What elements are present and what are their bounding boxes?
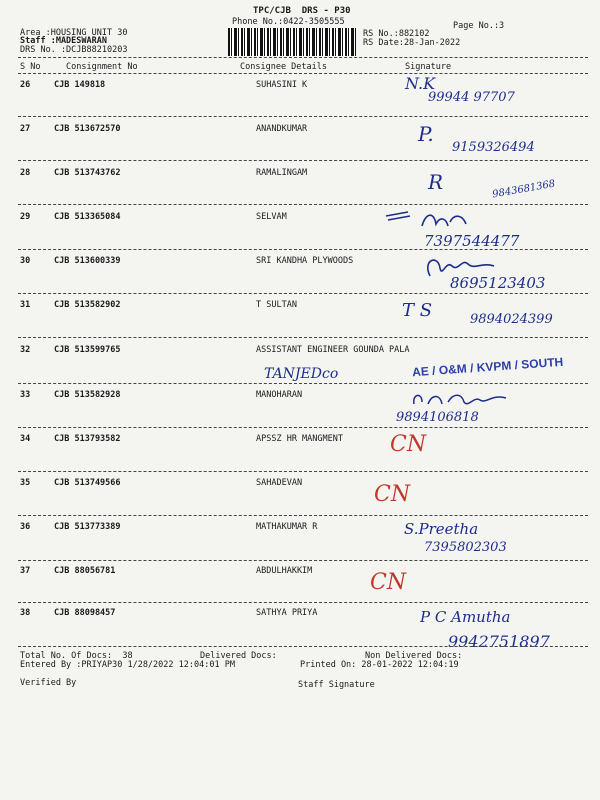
divider — [18, 204, 588, 205]
consignment-number: CJB 88098457 — [54, 608, 116, 618]
verified-by: Verified By — [20, 678, 77, 688]
consignee-name: SATHYA PRIYA — [256, 608, 318, 618]
consignment-number: CJB 513365084 — [54, 212, 121, 222]
office-stamp: AE / O&M / KVPM / SOUTH — [411, 354, 564, 380]
divider — [18, 73, 588, 74]
rs-date: RS Date:28-Jan-2022 — [363, 38, 461, 48]
row-number: 30 — [20, 256, 31, 266]
divider — [18, 383, 588, 384]
consignment-number: CJB 513793582 — [54, 434, 121, 444]
col-signature: Signature — [405, 62, 452, 72]
row-number: 26 — [20, 80, 31, 90]
table-row — [0, 566, 600, 606]
signature-phone: 9942751897 — [448, 632, 550, 651]
printed-on: Printed On: 28-01-2022 12:04:19 — [300, 660, 459, 670]
divider — [18, 646, 588, 647]
consignee-name: ABDULHAKKIM — [256, 566, 313, 576]
signature: N.K — [405, 74, 436, 93]
consignee-name: SAHADEVAN — [256, 478, 303, 488]
signature-scribble-icon — [410, 388, 510, 410]
consignee-name: SELVAM — [256, 212, 287, 222]
divider — [18, 293, 588, 294]
signature: S.Preetha — [404, 520, 479, 538]
consignment-number: CJB 149818 — [54, 80, 106, 90]
row-number: 35 — [20, 478, 31, 488]
row-number: 29 — [20, 212, 31, 222]
table-row — [0, 434, 600, 474]
table-row — [0, 390, 600, 430]
barcode — [228, 28, 356, 56]
consignment-number: CJB 513773389 — [54, 522, 121, 532]
phone-number: Phone No.:0422-3505555 — [232, 17, 345, 27]
consignment-number: CJB 513600339 — [54, 256, 121, 266]
row-number: 36 — [20, 522, 31, 532]
consignment-number: CJB 513749566 — [54, 478, 121, 488]
consignee-name: SRI KANDHA PLYWOODS — [256, 256, 354, 266]
signature: P C Amutha — [420, 608, 511, 626]
consignment-number: CJB 513582902 — [54, 300, 121, 310]
row-number: 33 — [20, 390, 31, 400]
divider — [18, 57, 588, 58]
signature-phone: 8695123403 — [450, 274, 546, 292]
consignee-name: ANANDKUMAR — [256, 124, 308, 134]
divider — [18, 249, 588, 250]
consignee-name: APSSZ HR MANGMENT — [256, 434, 343, 444]
signature-phone: 9894024399 — [470, 312, 553, 327]
consignee-name: SUHASINI K — [256, 80, 308, 90]
divider — [18, 515, 588, 516]
divider — [18, 160, 588, 161]
row-number: 34 — [20, 434, 31, 444]
consignee-name: RAMALINGAM — [256, 168, 308, 178]
col-consignee: Consignee Details — [240, 62, 327, 72]
signature: P. — [418, 122, 434, 146]
signature-scribble-icon — [384, 208, 474, 232]
non-delivered-docs: Non Delivered Docs: — [365, 651, 463, 661]
page-number: Page No.:3 — [453, 21, 505, 31]
divider — [18, 560, 588, 561]
handwritten-note: TANJEDco — [264, 366, 339, 382]
row-number: 27 — [20, 124, 31, 134]
divider — [18, 116, 588, 117]
divider — [18, 471, 588, 472]
col-consignment: Consignment No — [66, 62, 138, 72]
total-docs: Total No. Of Docs: 38 — [20, 651, 133, 661]
consignee-name: MATHAKUMAR R — [256, 522, 318, 532]
consignment-number: CJB 513743762 — [54, 168, 121, 178]
consignee-name: MANOHARAN — [256, 390, 303, 400]
divider — [18, 602, 588, 603]
consignee-name: T SULTAN — [256, 300, 297, 310]
signature-phone: 7395802303 — [424, 540, 507, 555]
signature-phone: 9159326494 — [452, 140, 535, 155]
drs-number: DRS No. :DCJB88210203 — [20, 45, 128, 55]
staff-label: Staff :MADESWARAN — [20, 36, 107, 46]
rs-number: RS No.:882102 — [363, 29, 430, 39]
cn-mark: CN — [374, 482, 411, 507]
divider — [18, 337, 588, 338]
consignee-name: ASSISTANT ENGINEER GOUNDA PALA — [256, 345, 410, 355]
row-number: 38 — [20, 608, 31, 618]
signature-phone: 99944 97707 — [428, 90, 515, 105]
consignment-number: CJB 88056781 — [54, 566, 116, 576]
row-number: 32 — [20, 345, 31, 355]
row-number: 31 — [20, 300, 31, 310]
staff-signature: Staff Signature — [298, 680, 375, 690]
delivered-docs: Delivered Docs: — [200, 651, 277, 661]
signature-phone: 9894106818 — [396, 410, 479, 425]
table-row — [0, 478, 600, 518]
cn-mark: CN — [390, 432, 427, 457]
signature: R — [428, 170, 444, 194]
signature-phone: 9843681368 — [491, 178, 557, 201]
sheet-title: TPC/CJB DRS - P30 — [253, 6, 351, 16]
consignment-number: CJB 513672570 — [54, 124, 121, 134]
divider — [18, 427, 588, 428]
area-label: Area :HOUSING UNIT 30 — [20, 28, 128, 38]
entered-by: Entered By :PRIYAP30 1/28/2022 12:04:01 PM — [20, 660, 235, 670]
signature: T S — [402, 300, 433, 321]
signature-phone: 7397544477 — [424, 232, 520, 250]
row-number: 37 — [20, 566, 31, 576]
row-number: 28 — [20, 168, 31, 178]
cn-mark: CN — [370, 570, 407, 595]
col-sno: S No — [20, 62, 41, 72]
table-row — [0, 522, 600, 562]
consignment-number: CJB 513599765 — [54, 345, 121, 355]
consignment-number: CJB 513582928 — [54, 390, 121, 400]
